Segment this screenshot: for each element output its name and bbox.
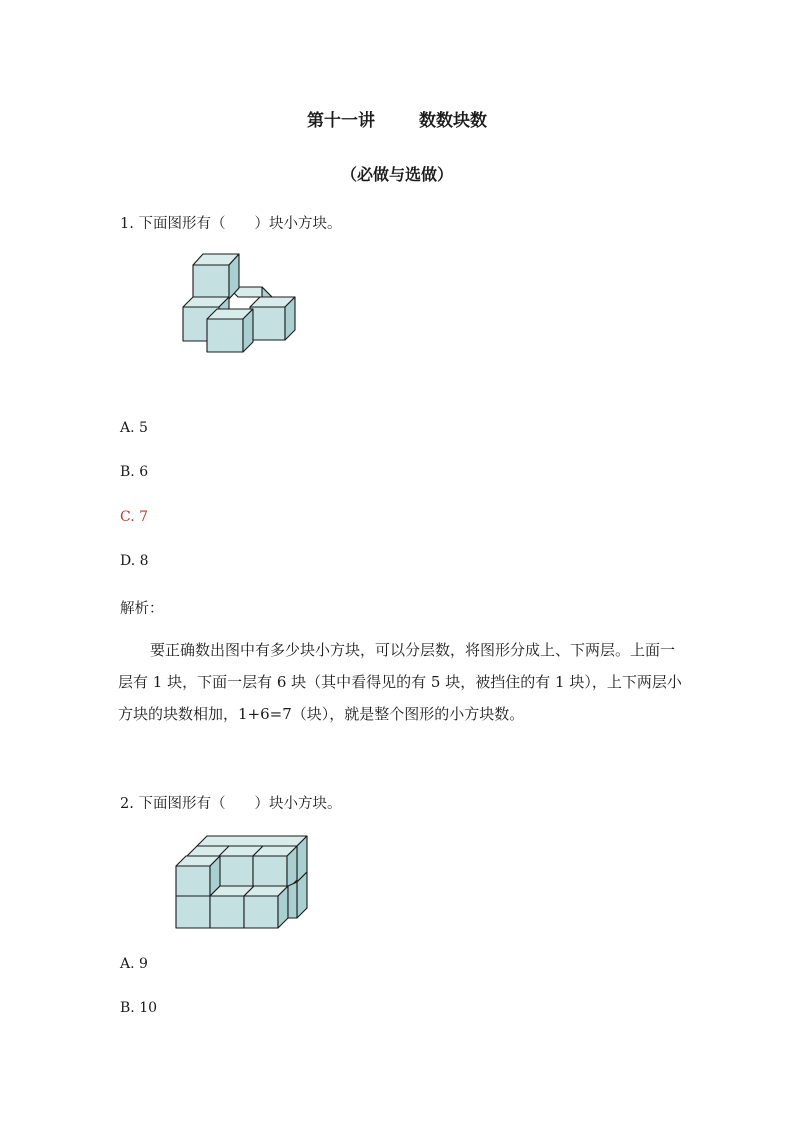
page-title <box>0 106 794 131</box>
cube-icon <box>193 254 239 299</box>
analysis-paragraph <box>118 634 688 730</box>
cube-stack-figure-icon <box>180 252 300 354</box>
question-2-stem: 2. 下面图形有（ ）块小方块。 <box>120 796 342 812</box>
question-2-option-a: A. 9 <box>120 956 148 972</box>
cube-icon <box>176 856 220 896</box>
question-2-option-b: B. 10 <box>120 1000 158 1016</box>
question-1-stem: 1. 下面图形有（ ）块小方块。 <box>120 216 342 232</box>
page-subtitle: （必做与选做） <box>340 165 453 184</box>
cube-icon <box>176 896 210 928</box>
lecture-topic: 数数块数 <box>419 111 487 131</box>
cube-icon <box>250 297 295 340</box>
question-1-option-b: B. 6 <box>120 464 149 480</box>
cube-icon <box>207 309 253 352</box>
question-1-option-a: A. 5 <box>120 420 148 436</box>
cube-side-face <box>288 882 297 918</box>
cube-icon <box>244 886 288 928</box>
cube-stack-figure-icon <box>172 834 312 932</box>
question-1-option-d: D. 8 <box>120 553 149 569</box>
cube-icon <box>219 846 297 856</box>
analysis-text: 要正确数出图中有多少块小方块，可以分层数，将图形分成上、下两层。上面一层有 1 块，下面一层有 6 块（其中看得见的有 5 块，被挡住的有 1 块），上下两层小方块的块数相加，1+6=7（块），就是整个图形的小方块数。 <box>118 641 682 723</box>
cube-top-face <box>197 836 307 846</box>
analysis-label: 解析： <box>120 601 164 617</box>
lecture-number: 第十一讲 <box>307 111 375 131</box>
question-1-option-c-highlighted: C. 7 <box>120 509 149 525</box>
cube-icon <box>219 856 253 890</box>
